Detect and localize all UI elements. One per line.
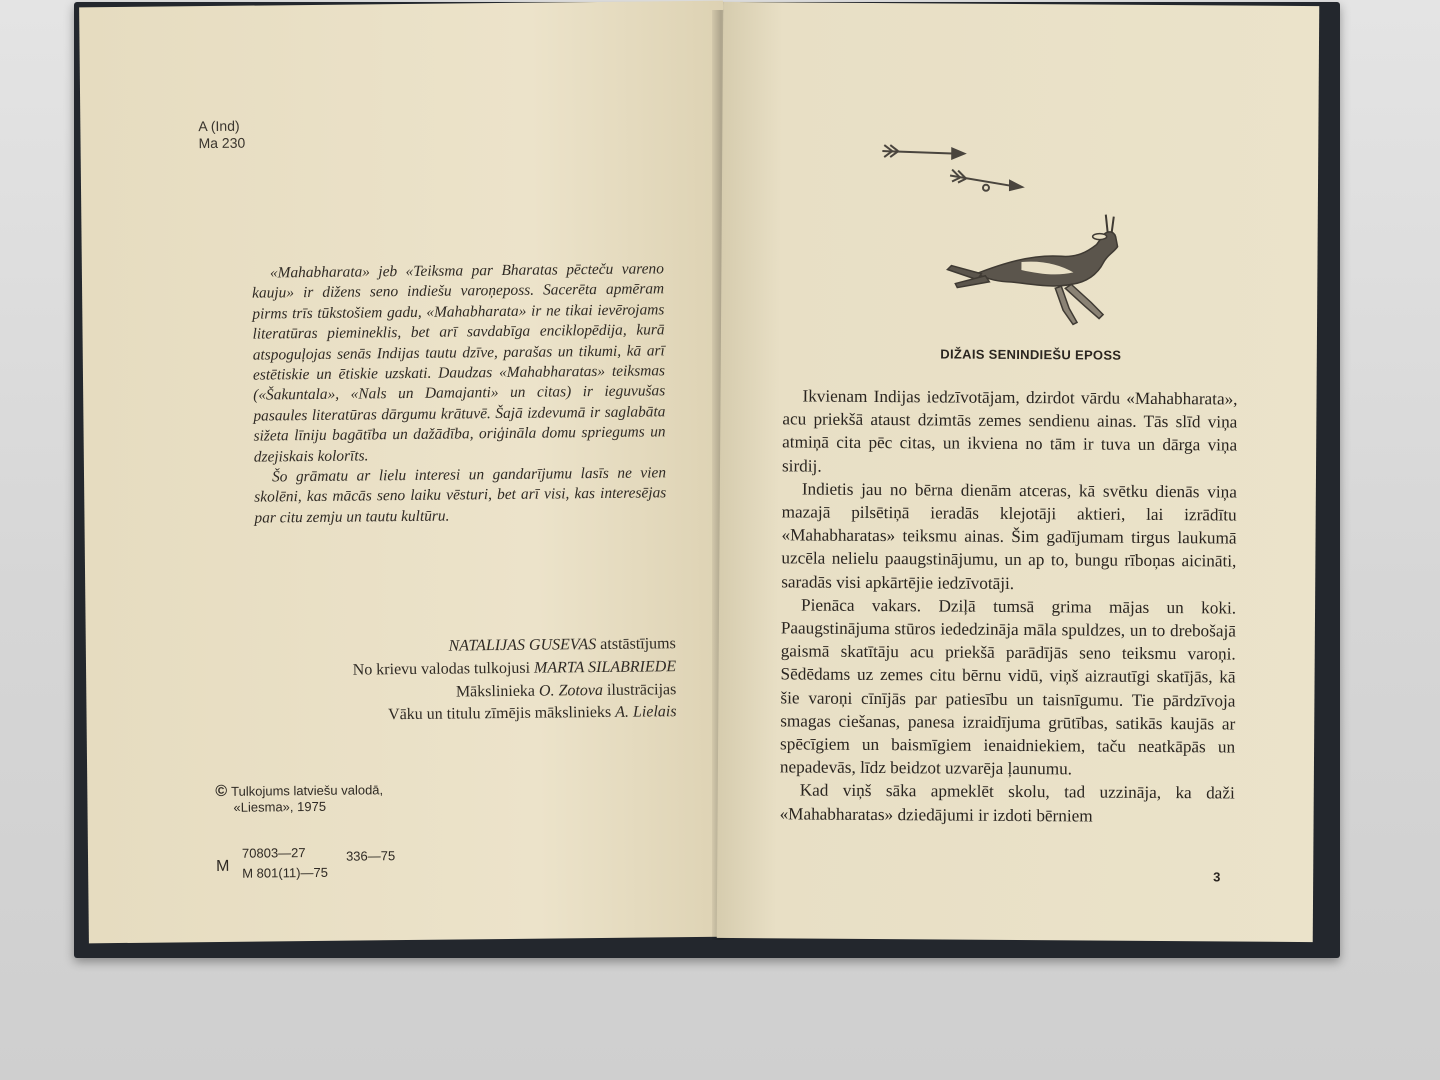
- credit-role: ilustrācijas: [602, 680, 677, 699]
- antelope-icon: [947, 214, 1118, 325]
- summary-paragraph: Šo grāmatu ar lielu interesi un gandarījumu lasīs ne vien skolēni, kas mācās seno laiku vēsturi, bet arī visi, kas interesējas par citu zemju un tautu kultūru.: [254, 464, 667, 527]
- summary-paragraph: «Mahabharata» jeb «Teiksma par Bharatas pēcteču vareno kauju» ir dižens seno indiešu varoņeposs. Sacerēta apmēram pirms trīs tūkstošiem gadu, «Mahabharata» ir ne tikai ievērojams literatūras piemineklis, bet arī savdabīga enciklopēdija, kurā atspoguļojas senās Indijas tautu dzīve, parašas un tikumi, kā arī estētiskie un ētiskie uzskati. Daudzas «Mahabharatas» teiksmas («Šakuntala», «Nals un Damajanti» un citas) ir ieguvušas pasaules literatūras dārgumu krātuvē. Šajā izdevumā ir saglabāta sižeta līniju bagātība un dažādība, oriģināla domu spriegums un dzejiskais kolorīts.: [252, 260, 666, 466]
- author-name: NATALIJAS GUSEVAS: [448, 636, 597, 655]
- catalog-line-2: M 801(11)—75: [242, 864, 329, 881]
- catalog-code: 336—75: [345, 848, 396, 864]
- classification-mark: [198, 118, 245, 152]
- left-page: [79, 1, 733, 944]
- body-paragraph: Indietis jau no bērna dienām atceras, kā svētku dienās viņa mazajā pilsētiņā ieradās klejotāji aktieri, lai izrādītu «Mahabharatas» teiksmu ainas. Šim gadījumam tirgus laukumā uzcēla nelielu paaugstinājumu, un ap to, bungu rībоņas aicināti, saradās visi apkārtējie iedzīvotāji.: [781, 479, 1237, 593]
- translator-name: MARTA SILABRIEDE: [533, 657, 677, 677]
- catalog-letter: M: [216, 857, 230, 876]
- illustrator-name: O. Zotova: [538, 681, 604, 700]
- copyright-notice: [215, 782, 383, 816]
- page-number: 3: [1213, 869, 1221, 885]
- book-summary: [252, 259, 667, 529]
- credits-block: [256, 633, 677, 729]
- credit-role: atstāstījums: [596, 635, 676, 654]
- chapter-body: [780, 384, 1238, 828]
- copyright-icon: ©: [215, 782, 228, 801]
- body-paragraph: Pienāca vakars. Dziļā tumsā grima mājas un koki. Paaugstinājuma stūros iededzināja māla spuldzes, un to drebošajā gaismā skatītāju acu priekšā parādījās seno teiksmu varoņi. Sēdēdams uz zemes citu bērnu vidū, viņš aizrautīgi skatījās, kā šie varoņi cīnījās par patiesību un taisnīgumu. Tie pārdzīvoja smagas ciešanas, panesa izraidījuma grūtības, satikās kaujās ar spēcīgiem un baismīgiem ienaidniekiem, taču neatkāpās un nepadevās, līdz beidzot uzvarēja ļaunumu.: [779, 595, 1237, 779]
- credit-role: Vāku un titulu zīmējis mākslinieks: [388, 704, 616, 724]
- antelope-illustration: [881, 123, 1183, 345]
- body-paragraph: Kad viņš sāka apmeklēt skolu, tad uzzināja, ka daži «Mahabharatas» dziedājumi ir izdoti bērniem: [779, 780, 1235, 826]
- body-paragraph: Ikvienam Indijas iedzīvotājam, dzirdot vārdu «Mahabharata», acu priekšā ataust dzimtās zemes sendienu ainas. Tās slīd viņa atmiņā cita pēc citas, un ikviena no tām ir tuva un dārga viņa sirdij.: [781, 386, 1238, 476]
- credit-cover-artist: [256, 702, 676, 729]
- copyright-publisher: «Liesma», 1975: [233, 798, 327, 815]
- catalog-line-1: 70803—27: [241, 845, 306, 861]
- section-title: DIŽAIS SENINDIEŠU EPOSS: [940, 346, 1122, 363]
- classmark-line: Ma 230: [198, 134, 246, 152]
- credit-role: Mākslinieka: [455, 682, 540, 701]
- arrow-icon: [950, 170, 1022, 192]
- credit-role: No krievu valodas tulkojusi: [352, 659, 535, 679]
- cover-artist-name: A. Lielais: [615, 703, 677, 722]
- copyright-line: [215, 782, 383, 800]
- arrow-icon: [882, 145, 964, 159]
- right-page: [717, 2, 1320, 942]
- classmark-line: A (Ind): [198, 117, 240, 135]
- copyright-text: Tulkojums latviešu valodā,: [231, 782, 384, 799]
